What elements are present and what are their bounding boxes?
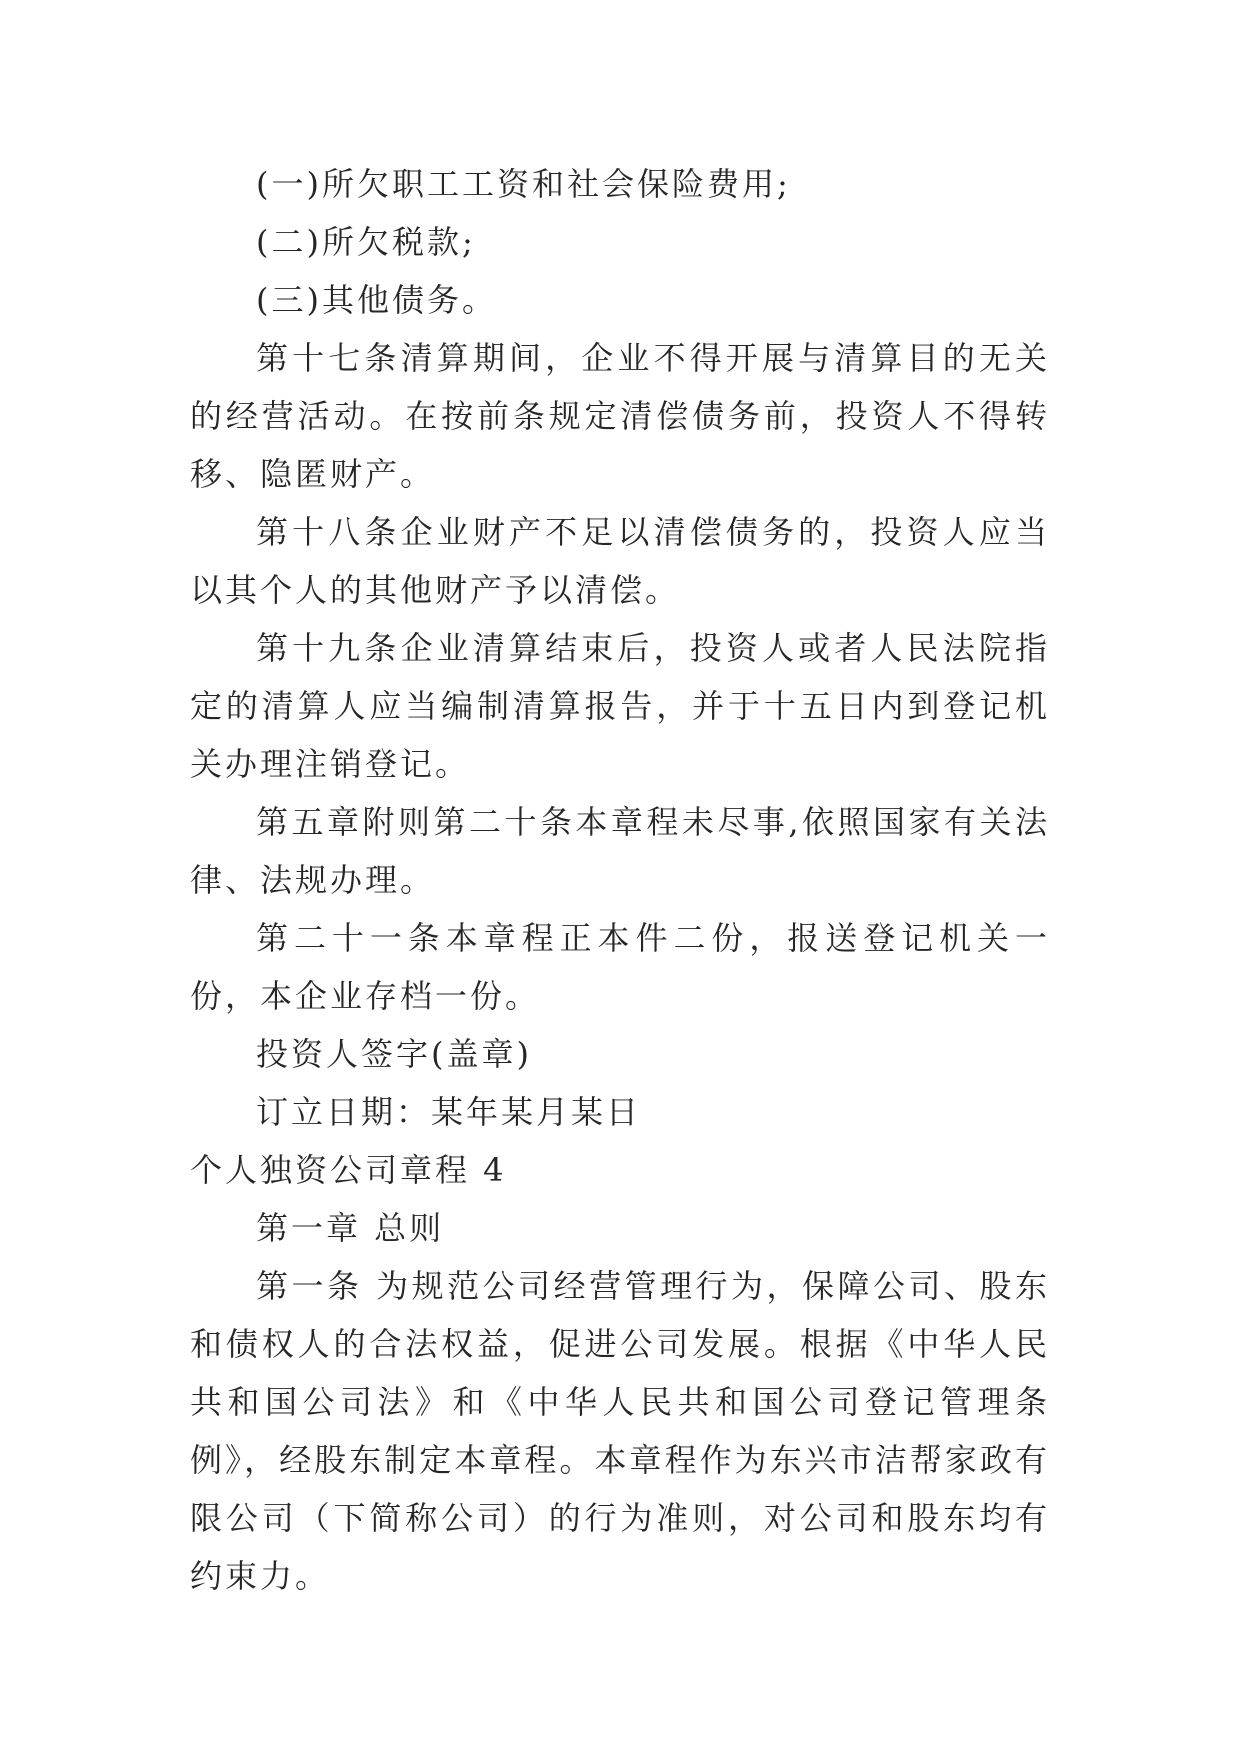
document-body	[190, 155, 1050, 1605]
paragraph-debt-item-3: (三)其他债务。	[256, 281, 497, 319]
paragraph-article-18: 第十八条企业财产不足以清偿债务的，投资人应当以其个人的其他财产予以清偿。	[190, 513, 1050, 609]
paragraph-article-1: 第一条 为规范公司经营管理行为，保障公司、股东和债权人的合法权益，促进公司发展。根据《中华人民共和国公司法》和《中华人民共和国公司登记管理条例》，经股东制定本章程。本章程作为东兴市洁帮家政有限公司（下简称公司）的行为准则，对公司和股东均有约束力。	[190, 1267, 1050, 1595]
section-title: 个人独资公司章程 4	[190, 1151, 507, 1189]
paragraph-article-17: 第十七条清算期间，企业不得开展与清算目的无关的经营活动。在按前条规定清偿债务前，投资人不得转移、隐匿财产。	[190, 339, 1050, 493]
paragraph-debt-item-2: (二)所欠税款;	[256, 223, 476, 261]
paragraph-article-20: 第五章附则第二十条本章程未尽事,依照国家有关法律、法规办理。	[190, 803, 1050, 899]
investor-signature-line: 投资人签字(盖章)	[256, 1035, 532, 1073]
paragraph-debt-item-1: (一)所欠职工工资和社会保险费用;	[256, 165, 791, 203]
paragraph-article-19: 第十九条企业清算结束后，投资人或者人民法院指定的清算人应当编制清算报告，并于十五日内到登记机关办理注销登记。	[190, 629, 1050, 783]
chapter-heading: 第一章 总则	[256, 1209, 445, 1247]
date-line: 订立日期：某年某月某日	[256, 1093, 642, 1131]
paragraph-article-21: 第二十一条本章程正本件二份，报送登记机关一份，本企业存档一份。	[190, 919, 1050, 1015]
